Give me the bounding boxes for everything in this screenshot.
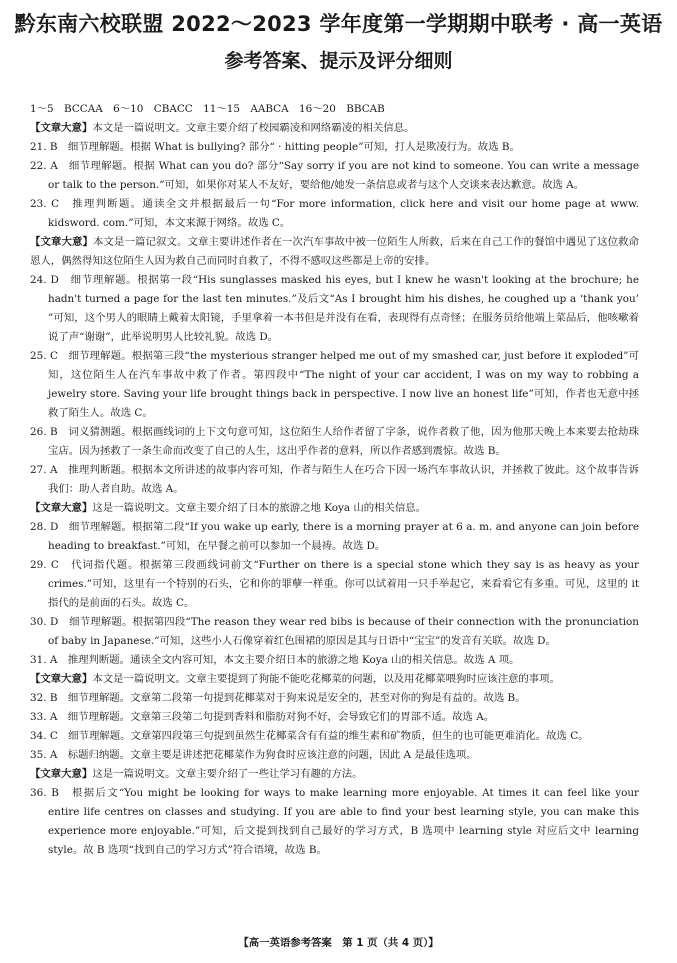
summary-text: 本文是一篇说明文。文章主要提到了狗能不能吃花椰菜的问题，以及用花椰菜喂狗时应该注意的事项。 bbox=[92, 673, 560, 685]
summary-text: 这是一篇说明文。文章主要介绍了一些让学习有趣的方法。 bbox=[92, 768, 363, 780]
answer-explanation: 27. A 推理判断题。根据本文所讲述的故事内容可知，作者与陌生人在巧合下因一场汽车事故认识，并拯救了彼此。这个故事告诉我们：助人者自助。故选 A。 bbox=[30, 464, 639, 495]
summary-text: 本文是一篇记叙文。文章主要讲述作者在一次汽车事故中被一位陌生人所救，后来在自己工作的餐馆中遇见了这位救命恩人，偶然得知这位陌生人因为救自己而同时自救了，不得不感叹这些都是上帝的安排。 bbox=[30, 236, 639, 267]
answer-explanation: 36. B 根据后文“You might be looking for ways to make learning more enjoyable. At times it can feel like your entire life centres on classes and studying. If you are able to find your best learning style, you can make this experience more enjoyable.”可知，后文提到找到自己最好的学习方式，B 选项中 learning style 对应后文中 learning style。故 B 选项“找到自己的学习方式”符合语境，故选 B。 bbox=[30, 787, 639, 856]
summary-text: 本文是一篇说明文。文章主要介绍了校园霸凌和网络霸凌的相关信息。 bbox=[92, 122, 415, 134]
answer-explanation: 30. D 细节理解题。根据第四段“The reason they wear red bibs is because of their connection with the pronunciation of baby in Japanese.”可知，这些小人石像穿着红色围裙的原因是其与日语中“宝宝”的发音有关联。故选 D。 bbox=[30, 616, 639, 647]
summary-label: 【文章大意】 bbox=[30, 236, 94, 248]
answer-explanation: 33. A 细节理解题。文章第三段第二句提到香料和脂肪对狗不好，会导致它们的胃部不适。故选 A。 bbox=[30, 711, 495, 723]
answer-explanation: 34. C 细节理解题。文章第四段第三句提到虽然生花椰菜含有有益的维生素和矿物质，但生的也可能更难消化。故选 C。 bbox=[30, 730, 589, 742]
answer-explanation: 21. B 细节理解题。根据 What is bullying? 部分“ · hitting people”可知，打人是欺凌行为。故选 B。 bbox=[30, 141, 520, 153]
document-title: 黔东南六校联盟 2022～2023 学年度第一学期期中联考 · 高一英语 bbox=[14, 12, 663, 36]
answer-explanation: 29. C 代词指代题。根据第三段画线词前文“Further on there is a special stone which they say is as heavy as your crimes.”可知，这里有一个特别的石头，它和你的罪孽一样重。你可以试着用一只手举起它，来看看它有多重。可见，这里的 it 指代的是前面的石头。故选 C。 bbox=[30, 559, 639, 609]
summary-text: 这是一篇说明文。文章主要介绍了日本的旅游之地 Koya 山的相关信息。 bbox=[92, 502, 427, 514]
article-summary bbox=[30, 119, 639, 138]
summary-label: 【文章大意】 bbox=[30, 673, 93, 685]
answer-explanation: 35. A 标题归纳题。文章主要是讲述把花椰菜作为狗食时应该注意的问题，因此 A 是最佳选项。 bbox=[30, 749, 477, 761]
article-summary bbox=[30, 670, 639, 689]
article-summary bbox=[30, 233, 639, 271]
answer-explanation: 23. C 推理判断题。通读全文并根据最后一句“For more information, click here and visit our home page at www. kidsword. com.”可知，本文来源于网络。故选 C。 bbox=[30, 198, 639, 229]
article-summary bbox=[30, 765, 639, 784]
summary-label: 【文章大意】 bbox=[30, 502, 93, 514]
answer-explanation: 24. D 细节理解题。根据第一段“His sunglasses masked his eyes, but I knew he wasn't looking at the brochure; he hadn't turned a page for the last ten minutes.”及后文“As I brought him his dishes, he coughed up a ‘thank you’ ”可知，这个男人的眼睛上戴着太阳镜，手里拿着一本书但是并没有在看，表现得有点奇怪；在服务员给他端上菜品后，他咳嗽着说了声“谢谢”，此举说明男人比较礼貌。故选 D。 bbox=[30, 274, 639, 343]
article-summary bbox=[30, 499, 639, 518]
summary-label: 【文章大意】 bbox=[30, 122, 93, 134]
page-footer: 【高一英语参考答案 第 1 页（共 4 页）】 bbox=[238, 937, 439, 949]
document-subtitle: 参考答案、提示及评分细则 bbox=[224, 50, 453, 72]
answer-explanation: 32. B 细节理解题。文章第二段第一句提到花椰菜对于狗来说是安全的，甚至对你的狗是有益的。故选 B。 bbox=[30, 692, 526, 704]
summary-label: 【文章大意】 bbox=[30, 768, 93, 780]
answer-explanation: 22. A 细节理解题。根据 What can you do? 部分“Say sorry if you are not kind to someone. You can write a message or talk to the person.”可知，如果你对某人不友好，要给他/她发一条信息或者与这个人交谈来表达歉意。故选 A。 bbox=[30, 160, 639, 191]
answer-explanation: 26. B 词义猜测题。根据画线词的上下文句意可知，这位陌生人给作者留了字条，说作者救了他，因为他那天晚上本来要去抢劫珠宝店。因为拯救了一条生命而改变了自己的人生，这出乎作者的意料，所以作者感到震惊。故选 B。 bbox=[30, 426, 639, 457]
answer-explanation: 31. A 推理判断题。通读全文内容可知，本文主要介绍日本的旅游之地 Koya 山的相关信息。故选 A 项。 bbox=[30, 654, 520, 666]
answer-content bbox=[30, 100, 639, 860]
answer-explanation: 25. C 细节理解题。根据第三段“the mysterious stranger helped me out of my smashed car, just before it exploded”可知，这位陌生人在汽车事故中救了作者。第四段中“The night of your car accident, I was on my way to robbing a jewelry store. Saving your life brought things back in perspective. I now live an honest life”可知，作者也无意中拯救了陌生人。故选 C。 bbox=[30, 350, 639, 419]
answer-list-line: 1～5 BCCAA 6～10 CBACC 11～15 AABCA 16～20 BBCAB bbox=[30, 103, 385, 115]
answer-explanation: 28. D 细节理解题。根据第二段“If you wake up early, there is a morning prayer at 6 a. m. and anyone can join before heading to breakfast.”可知，在早餐之前可以参加一个晨祷。故选 D。 bbox=[30, 521, 639, 552]
